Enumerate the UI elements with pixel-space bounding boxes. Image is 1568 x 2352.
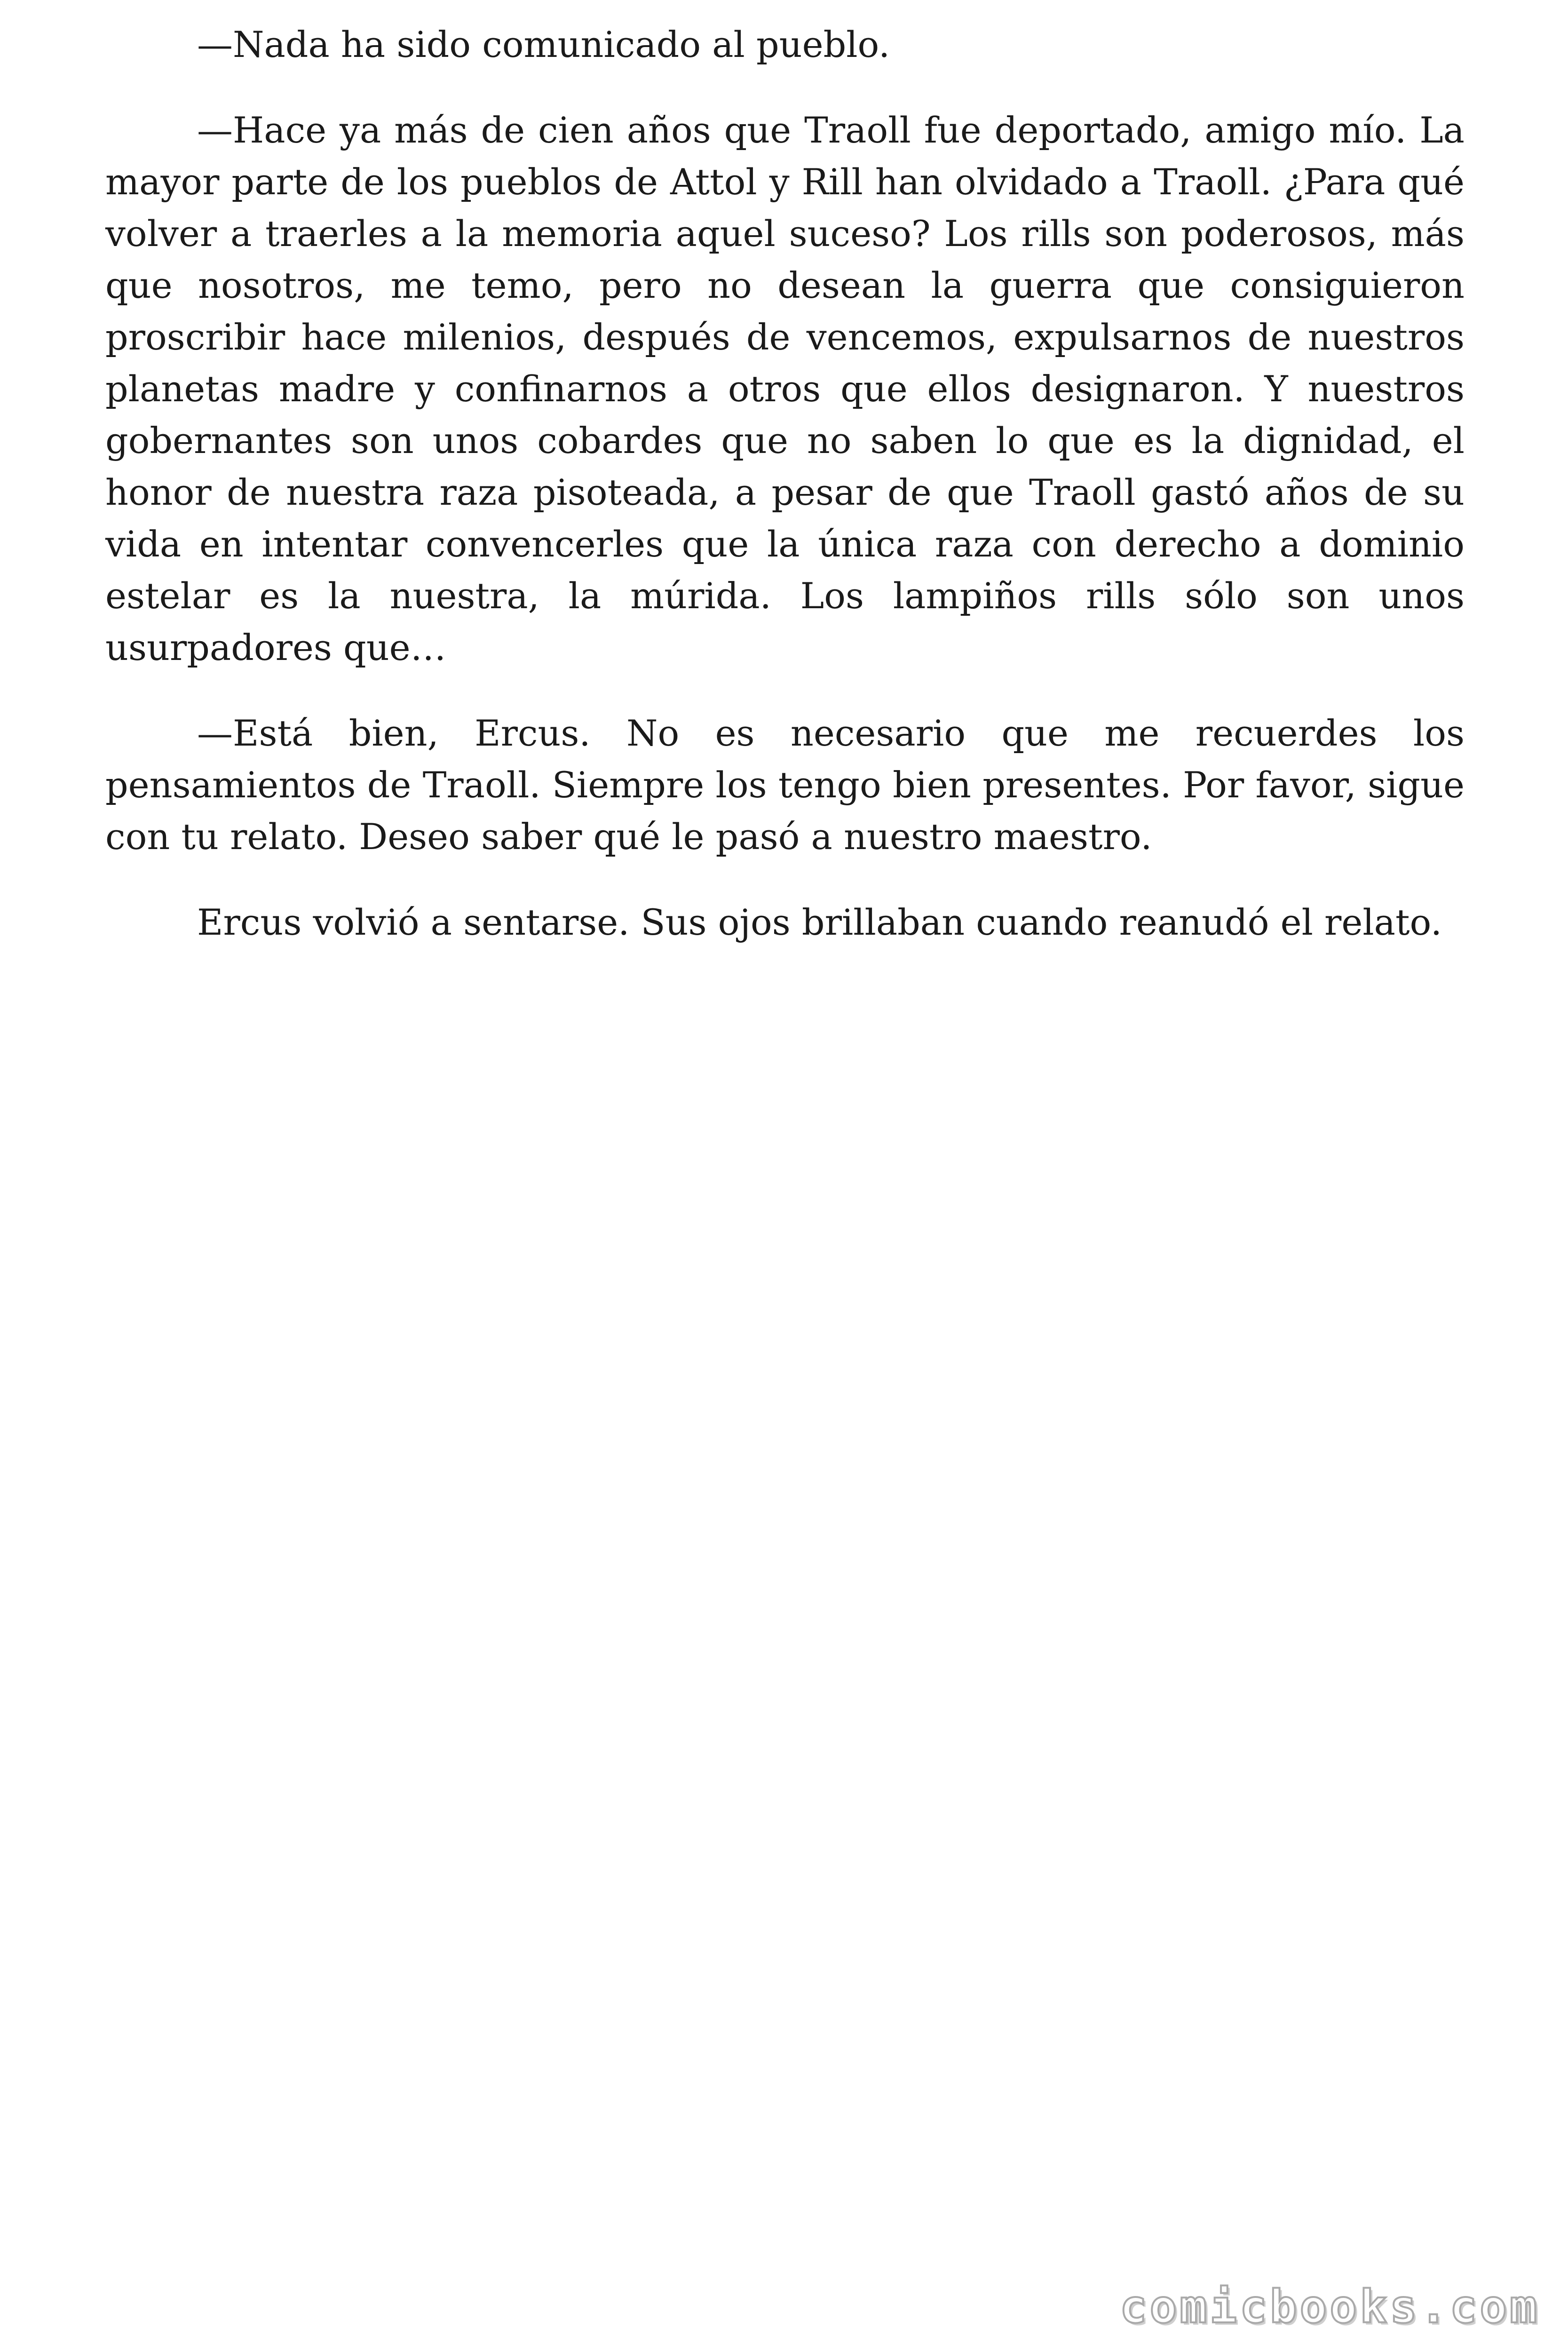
paragraph-1: —Nada ha sido comunicado al pueblo. xyxy=(197,24,890,65)
paragraph-3: —Está bien, Ercus. No es necesario que me recuerdes los pensamientos de Traoll. Siempre los tengo bien presentes. Por favor, sigue con tu relato. Deseo saber qué le pasó a nuestro maestro. xyxy=(105,712,1465,858)
watermark: comicbooks.com xyxy=(1119,2280,1540,2333)
page-body xyxy=(105,19,1465,982)
paragraph-4: Ercus volvió a sentarse. Sus ojos brillaban cuando reanudó el relato. xyxy=(197,901,1442,943)
paragraph-2: —Hace ya más de cien años que Traoll fue deportado, amigo mío. La mayor parte de los pueblos de Attol y Rill han olvidado a Traoll. ¿Para qué volver a traerles a la memoria aquel suceso? Los rills son poderosos, más que nosotros, me temo, pero no desean la guerra que consiguieron proscribir hace milenios, después de vencemos, expulsarnos de nuestros planetas madre y confinarnos a otros que ellos designaron. Y nuestros gobernantes son unos cobardes que no saben lo que es la dignidad, el honor de nuestra raza pisoteada, a pesar de que Traoll gastó años de su vida en intentar convencerles que la única raza con derecho a dominio estelar es la nuestra, la múrida. Los lampiños rills sólo son unos usurpadores que… xyxy=(105,109,1465,668)
